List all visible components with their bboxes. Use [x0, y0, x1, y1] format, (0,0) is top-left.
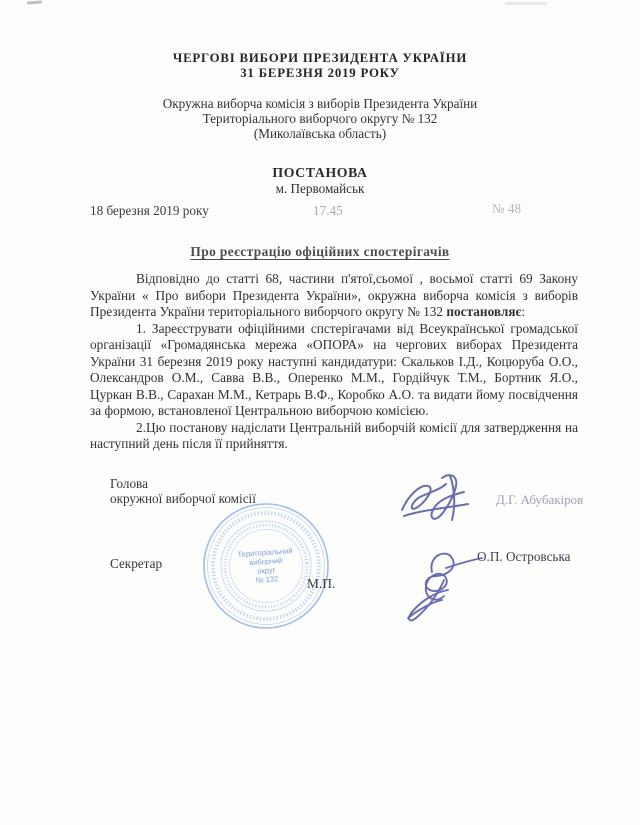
- stamp-text-line2: виборчий: [248, 555, 283, 568]
- head-name: Д.Г. Абубакіров: [496, 492, 584, 507]
- stamp-text-line4: № 132: [255, 574, 279, 585]
- secretary-signature-ink: [402, 546, 502, 626]
- doc-number: № 48: [492, 201, 522, 216]
- scan-artifact: [505, 2, 547, 5]
- paragraph-intro: [90, 271, 578, 321]
- paragraph-intro-bold: постановляє: [446, 304, 522, 319]
- doc-city: м. Первомайськ: [275, 181, 365, 196]
- head-signature-ink: [398, 470, 480, 530]
- org-name-line1: Окружна виборча комісія з виборів Президента України: [162, 96, 478, 111]
- subject-line-wrap: [0, 243, 640, 261]
- document-title-line1: ЧЕРГОВІ ВИБОРИ ПРЕЗИДЕНТА УКРАЇНИ: [172, 51, 468, 65]
- paragraph-intro-colon: :: [521, 304, 526, 319]
- seal-place-mark: М.П.: [307, 576, 336, 591]
- org-name-line2: Територіального виборчого округу № 132: [202, 111, 438, 126]
- head-title-line2: окружної виборчої комісії: [110, 491, 256, 506]
- doc-subject: Про реєстрацію офіційних спостерігачів: [190, 244, 450, 259]
- stamp-text-line1: Територіальний: [237, 546, 293, 559]
- secretary-title: Секретар: [110, 556, 163, 571]
- paragraph-item1: 1. Зареєструвати офіційними спстерігачами від Всеукраїнської громадської організації «Громадянська мережа «ОПОРА» на чергових виборах Президента України 31 березня 2019 року наступні кандидатури: Скальков І.Д., Коцюруба О.О., Олександров О.М., Савва В.В., Оперенко М.М., Гордійчук Т.М., Бортник Я.О., Цуркан В.В., Сарахан М.М., Кетрарь В.Ф., Коробко А.О. та видати йому посвідчення за формою, встановленої Центральною виборчою комісією.: [90, 320, 578, 418]
- secretary-name: О.П. Островська: [477, 549, 571, 564]
- doc-type-heading: ПОСТАНОВА: [272, 165, 368, 180]
- paragraph-intro-text: Відповідно до статті 68, частини п'ятої,сьомої , восьмої статті 69 Закону України « Про вибори Президента України», окружна виборча комісія з виборів Президента України територіального виборчого округу № 132: [90, 271, 578, 319]
- scan-artifact: [27, 0, 42, 4]
- document-title-line2: 31 БЕРЕЗНЯ 2019 РОКУ: [240, 66, 400, 80]
- doc-time: 17.45: [313, 203, 343, 218]
- head-title-line1: Голова: [110, 476, 148, 491]
- org-name-line3: (Миколаївська область): [253, 126, 387, 141]
- stamp-text-line3: округ: [257, 565, 276, 576]
- stamp-center-text: [191, 491, 340, 640]
- document-body: [90, 271, 578, 453]
- doc-date: 18 березня 2019 року: [90, 203, 209, 218]
- paragraph-item2: 2.Цю постанову надіслати Центральній виборчій комісії для затвердження на наступний день після її прийняття.: [90, 419, 578, 451]
